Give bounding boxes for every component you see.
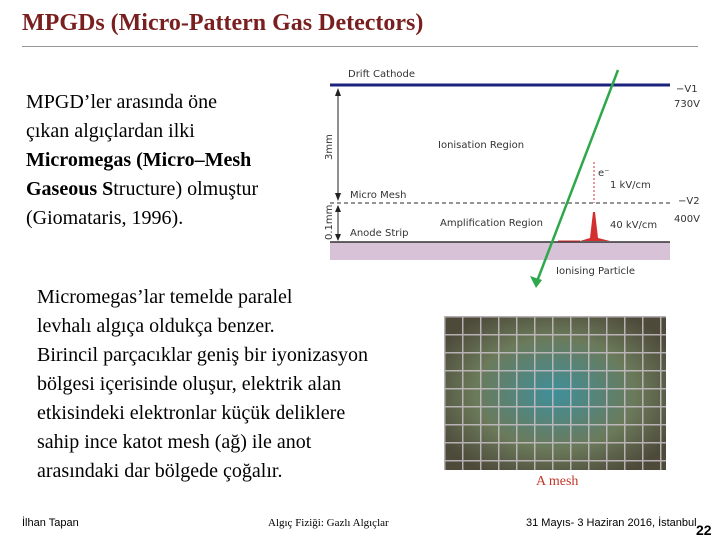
photo-caption: A mesh [536, 474, 579, 489]
description-line: etkisindeki elektronlar küçük deliklere [37, 402, 346, 424]
mesh-photo [444, 316, 666, 470]
amplification-region-label: Amplification Region [440, 218, 543, 229]
micromegas-term: Micromegas (Micro–Mesh [26, 149, 252, 171]
description-line: levhalı algıça oldukça benzer. [37, 315, 275, 337]
description-line: sahip ince katot mesh (ağ) ile anot [37, 431, 312, 453]
amplification-field-label: 40 kV/cm [610, 220, 658, 231]
description-line: bölgesi içerisinde oluşur, elektrik alan [37, 373, 342, 395]
micromegas-diagram [318, 62, 708, 290]
page-number: 22 [696, 522, 712, 538]
gap1-label: 3mm [324, 134, 335, 160]
description-paragraph [37, 283, 457, 486]
avalanche-signal [580, 212, 610, 241]
structure-rest: tructure) olmuştur [113, 178, 259, 200]
intro-line-bold [26, 146, 316, 175]
drift-field-label: 1 kV/cm [610, 180, 651, 191]
footer-author: İlhan Tapan [22, 517, 79, 529]
description-line: arasındaki dar bölgede çoğalır. [37, 460, 283, 482]
slide-title: MPGDs (Micro-Pattern Gas Detectors) [22, 10, 424, 36]
ionising-particle-label: Ionising Particle [556, 266, 635, 277]
micro-mesh-label: Micro Mesh [350, 190, 407, 201]
footer-date: 31 Mayıs- 3 Haziran 2016, İstanbul [526, 517, 697, 529]
description-line: Micromegas’lar temelde paralel [37, 286, 293, 308]
anode-substrate [330, 242, 670, 260]
anode-strip-label: Anode Strip [350, 228, 409, 239]
electron-label: e⁻ [598, 168, 610, 179]
v2-label: −V2 [678, 196, 700, 207]
gap2-label: 0.1mm [324, 204, 335, 240]
intro-line: (Giomataris, 1996). [26, 207, 184, 229]
intro-paragraph [26, 88, 316, 233]
gaseous-term: Gaseous [26, 178, 103, 200]
description-line: Birincil parçacıklar geniş bir iyonizasyon [37, 344, 369, 366]
intro-line: MPGD’ler arasında öne [26, 91, 218, 113]
v1-value: 730V [674, 99, 700, 110]
ionisation-region-label: Ionisation Region [438, 140, 525, 151]
v2-value: 400V [674, 214, 700, 225]
v1-label: −V1 [676, 84, 698, 95]
drift-cathode-label: Drift Cathode [348, 69, 416, 80]
intro-line: çıkan algıçlardan ilki [26, 120, 195, 142]
footer-course: Algıç Fiziği: Gazlı Algıçlar [268, 517, 389, 529]
intro-line [26, 175, 316, 204]
title-divider [22, 46, 698, 47]
structure-initial: S [102, 178, 114, 200]
